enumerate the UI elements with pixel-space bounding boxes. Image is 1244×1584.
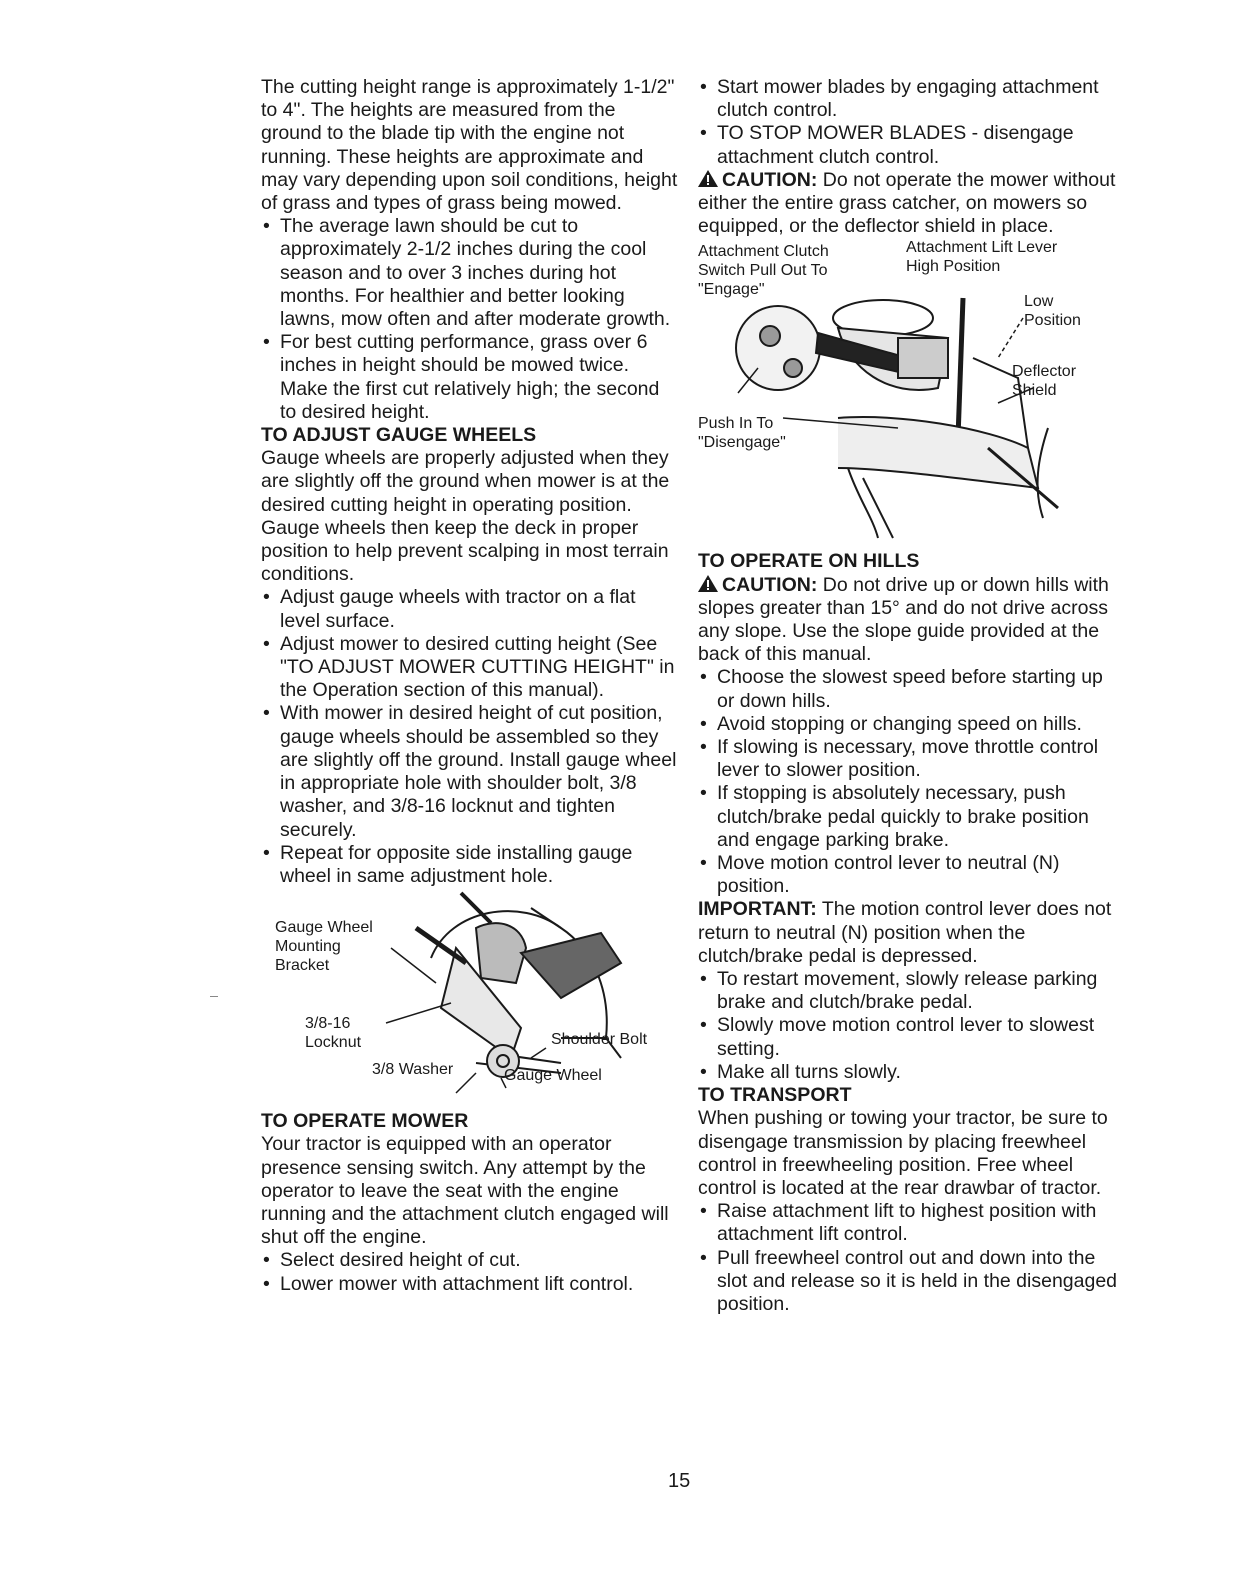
lift-lever-label: Attachment Lift Lever High Position bbox=[906, 239, 1058, 276]
list-item: • Adjust gauge wheels with tractor on a flat level surface. bbox=[261, 586, 681, 632]
hills-heading: TO OPERATE ON HILLS bbox=[698, 550, 920, 573]
transport-text: When pushing or towing your tractor, be sure to disengage transmission by placing freewheel control in freewheeling position. Free wheel control is located at the rear drawbar of tractor. bbox=[698, 1107, 1108, 1199]
caution-label: CAUTION: bbox=[722, 573, 818, 596]
list-item: • Pull freewheel control out and down into the slot and release so it is held in the disengaged position. bbox=[698, 1247, 1118, 1317]
caution-text: Do not drive up or down hills with slopes greater than 15° and do not drive across any slope. Use the slope guide provided at the back of this manual. bbox=[698, 573, 1109, 666]
washer-label: 3/8 Washer bbox=[372, 1061, 454, 1079]
right-column bbox=[698, 76, 1118, 1316]
intro-bullet-list bbox=[261, 215, 681, 424]
margin-mark bbox=[210, 996, 218, 997]
list-item: • If slowing is necessary, move throttle control lever to slower position. bbox=[698, 736, 1118, 782]
warning-triangle-icon bbox=[698, 170, 718, 187]
blades-bullet-list bbox=[698, 76, 1118, 169]
list-item: • Select desired height of cut. bbox=[261, 1249, 681, 1272]
low-position-label: Low Position bbox=[1024, 293, 1081, 330]
operate-bullet-list bbox=[261, 1249, 681, 1295]
gauge-wheel-figure bbox=[261, 888, 681, 1110]
caution-hills bbox=[698, 574, 1118, 667]
caution-mower bbox=[698, 169, 1118, 239]
gauge-bullet-list bbox=[261, 586, 681, 888]
list-item: • For best cutting performance, grass over 6 inches in height should be mowed twice. Make the first cut relatively high; the second to desired height. bbox=[261, 331, 681, 424]
page-number: 15 bbox=[668, 1470, 691, 1492]
important-note bbox=[698, 898, 1118, 968]
transport-bullet-list bbox=[698, 1200, 1118, 1316]
list-item: • Avoid stopping or changing speed on hills. bbox=[698, 713, 1118, 736]
list-item: • To restart movement, slowly release parking brake and clutch/brake pedal. bbox=[698, 968, 1118, 1014]
list-item: • Raise attachment lift to highest position with attachment lift control. bbox=[698, 1200, 1118, 1246]
list-item: • Slowly move motion control lever to slowest setting. bbox=[698, 1014, 1118, 1060]
gauge-wheels-text: Gauge wheels are properly adjusted when they are slightly off the ground when mower is at the desired cutting height in operating position. Gauge wheels then keep the deck in proper position to help prevent scalping in most terrain conditions. bbox=[261, 447, 670, 586]
clutch-figure bbox=[698, 238, 1118, 550]
warning-triangle-icon bbox=[698, 575, 718, 592]
list-item: • The average lawn should be cut to approximately 2-1/2 inches during the cool season and to over 3 inches during hot months. For healthier and better looking lawns, mow often and after moderate growth. bbox=[261, 215, 681, 331]
operate-mower-heading: TO OPERATE MOWER bbox=[261, 1110, 469, 1133]
bracket-label: Gauge Wheel Mounting Bracket bbox=[275, 919, 373, 975]
clutch-switch-label: Attachment Clutch Switch Pull Out To "Engage" bbox=[698, 243, 829, 299]
list-item: • Lower mower with attachment lift control. bbox=[261, 1273, 681, 1296]
deflector-shield-label: Deflector Shield bbox=[1012, 363, 1077, 400]
locknut-label: 3/8-16 Locknut bbox=[305, 1015, 362, 1052]
list-item: • If stopping is absolutely necessary, push clutch/brake pedal quickly to brake position and engage parking brake. bbox=[698, 782, 1118, 852]
list-item: • Repeat for opposite side installing gauge wheel in same adjustment hole. bbox=[261, 842, 681, 888]
important-label: IMPORTANT: bbox=[698, 898, 817, 921]
operate-mower-text: Your tractor is equipped with an operator presence sensing switch. Any attempt by the operator to leave the seat with the engine running and the attachment clutch engaged will shut off the engine. bbox=[261, 1133, 669, 1249]
hills-bullet-list bbox=[698, 666, 1118, 898]
caution-label: CAUTION: bbox=[722, 168, 818, 191]
transport-heading: TO TRANSPORT bbox=[698, 1084, 852, 1107]
list-item: • Make all turns slowly. bbox=[698, 1061, 1118, 1084]
list-item: • TO STOP MOWER BLADES - disengage attachment clutch control. bbox=[698, 122, 1118, 168]
shoulder-bolt-label: Shoulder Bolt bbox=[551, 1031, 648, 1049]
restart-bullet-list bbox=[698, 968, 1118, 1084]
gauge-wheels-heading: TO ADJUST GAUGE WHEELS bbox=[261, 424, 537, 447]
important-text: The motion control lever does not return to neutral (N) position when the clutch/brake pedal is depressed. bbox=[698, 898, 1112, 967]
caution-text: Do not operate the mower without either the entire grass catcher, on mowers so equipped, or the deflector shield in place. bbox=[698, 168, 1116, 238]
list-item: • Adjust mower to desired cutting height (See "TO ADJUST MOWER CUTTING HEIGHT" in the Operation section of this manual). bbox=[261, 633, 681, 703]
list-item: • With mower in desired height of cut position, gauge wheels should be assembled so they are slightly off the ground. Install gauge wheel in appropriate hole with shoulder bolt, 3/8 washer, and 3/8-16 locknut and tighten securely. bbox=[261, 702, 681, 841]
left-column bbox=[261, 76, 681, 1296]
list-item: • Move motion control lever to neutral (N) position. bbox=[698, 852, 1118, 898]
cutting-height-intro: The cutting height range is approximately 1-1/2" to 4". The heights are measured from the ground to the blade tip with the engine not running. These heights are approximate and may vary depending upon soil conditions, height of grass and types of grass being mowed. bbox=[261, 76, 678, 215]
push-disengage-label: Push In To "Disengage" bbox=[698, 415, 786, 452]
list-item: • Choose the slowest speed before starting up or down hills. bbox=[698, 666, 1118, 712]
list-item: • Start mower blades by engaging attachment clutch control. bbox=[698, 76, 1118, 122]
gauge-wheel-label: Gauge Wheel bbox=[504, 1067, 602, 1085]
